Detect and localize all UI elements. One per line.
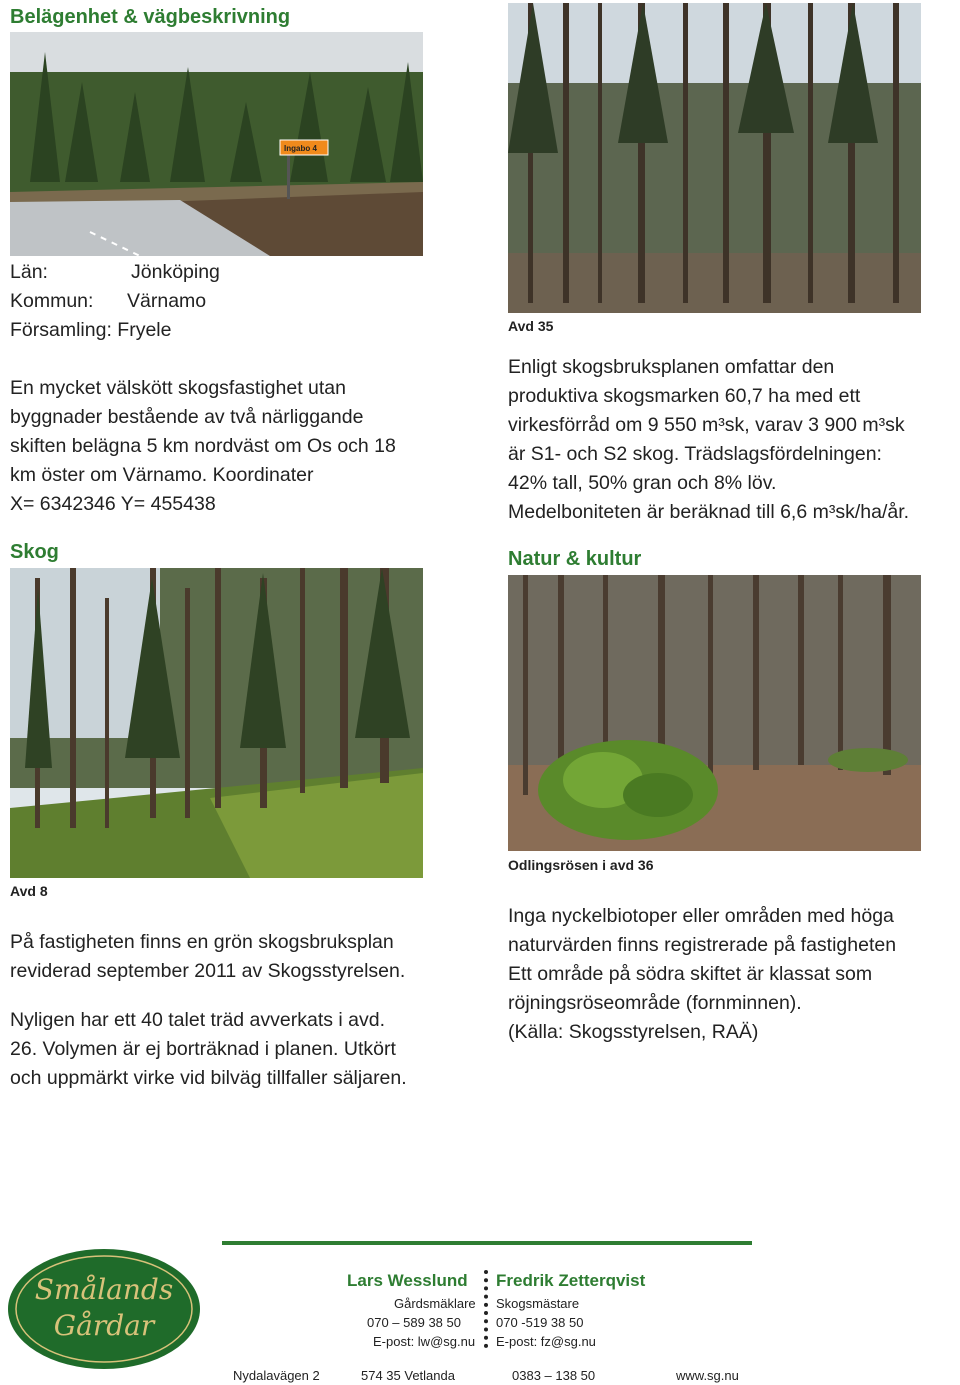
plan-line: Enligt skogsbruksplanen omfattar den — [508, 356, 835, 378]
footer-postal: 574 35 Vetlanda — [361, 1368, 455, 1383]
intro-line: En mycket välskött skogsfastighet utan — [10, 377, 346, 399]
plan-line: produktiva skogsmarken 60,7 ha med ett — [508, 385, 861, 407]
footer-website[interactable]: www.sg.nu — [676, 1368, 739, 1383]
intro-line: skiften belägna 5 km nordväst om Os och 18 — [10, 435, 396, 457]
forsamling-label: Församling: — [10, 319, 112, 341]
plan-line: 42% tall, 50% gran och 8% löv. — [508, 472, 777, 494]
agent2-block — [496, 1271, 645, 1351]
kommun-row — [10, 287, 206, 316]
smalands-gardar-logo — [6, 1247, 202, 1371]
agent1-email[interactable]: E-post: lw@sg.nu — [373, 1334, 476, 1349]
kommun-label: Kommun: — [10, 290, 94, 312]
cairn-caption: Odlingsrösen i avd 36 — [508, 857, 654, 873]
skog-paragraph-1 — [10, 928, 470, 986]
natur-line: Ett område på södra skiftet är klassat som — [508, 963, 873, 985]
lan-label: Län: — [10, 261, 48, 283]
natur-paragraph — [508, 902, 958, 1047]
plan-line: är S1- och S2 skog. Trädslagsfördelningen: — [508, 443, 882, 465]
logo-line1: Smålands — [34, 1273, 174, 1306]
forsamling-row — [10, 316, 171, 345]
agent1-block — [347, 1271, 476, 1351]
natur-line: röjningsröseområde (fornminnen). — [508, 992, 802, 1014]
footer-divider — [222, 1241, 752, 1245]
footer-phone: 0383 – 138 50 — [512, 1368, 596, 1383]
agent2-title: Skogsmästare — [496, 1296, 580, 1311]
skog-paragraph-2 — [10, 1006, 470, 1093]
agent2-name: Fredrik Zetterqvist — [496, 1271, 646, 1290]
plan-line: Medelboniteten är beräknad till 6,6 m³sk/ha/år. — [508, 501, 910, 523]
agent1-name: Lars Wesslund — [347, 1271, 468, 1290]
natur-line: (Källa: Skogsstyrelsen, RAÄ) — [508, 1021, 759, 1043]
natur-heading: Natur & kultur — [508, 548, 642, 570]
forest-photo-avd35 — [508, 3, 921, 313]
logo-line2: Gårdar — [53, 1309, 155, 1342]
stone-cairn-photo — [508, 575, 921, 851]
agent1-title: Gårdsmäklare — [394, 1296, 476, 1311]
kommun-value: Värnamo — [127, 290, 207, 312]
forestry-plan-paragraph — [508, 353, 958, 527]
plan-line: virkesförråd om 9 550 m³sk, varav 3 900 m³sk — [508, 414, 905, 436]
intro-line: X= 6342346 Y= 455438 — [10, 493, 216, 515]
skog-line: På fastigheten finns en grön skogsbruksplan — [10, 931, 394, 953]
skog-heading: Skog — [10, 541, 59, 563]
agent2-email[interactable]: E-post: fz@sg.nu — [496, 1334, 596, 1349]
avd8-caption: Avd 8 — [10, 883, 48, 899]
intro-paragraph — [10, 374, 460, 519]
skog-line: 26. Volymen är ej borträknad i planen. Utkört — [10, 1038, 396, 1060]
skog-line: reviderad september 2011 av Skogsstyrelsen. — [10, 960, 406, 982]
lan-value: Jönköping — [131, 261, 220, 283]
footer-address: Nydalavägen 2 — [233, 1368, 320, 1383]
footer-dotted-separator — [484, 1270, 492, 1348]
avd35-caption: Avd 35 — [508, 318, 554, 334]
forest-photo-avd8 — [10, 568, 423, 878]
lan-row — [10, 258, 220, 287]
road-sign-text: Ingabo 4 — [284, 144, 317, 153]
natur-line: naturvärden finns registrerade på fastigheten — [508, 934, 897, 956]
natur-line: Inga nyckelbiotoper eller områden med höga — [508, 905, 894, 927]
intro-line: byggnader bestående av två närliggande — [10, 406, 364, 428]
forsamling-value: Fryele — [117, 319, 172, 341]
intro-line: km öster om Värnamo. Koordinater — [10, 464, 314, 486]
agent1-phone: 070 – 589 38 50 — [367, 1315, 461, 1330]
road-sign-photo — [10, 32, 423, 256]
agent2-phone: 070 -519 38 50 — [496, 1315, 584, 1330]
skog-line: Nyligen har ett 40 talet träd avverkats i avd. — [10, 1009, 386, 1031]
page-title: Belägenhet & vägbeskrivning — [10, 6, 291, 28]
skog-line: och uppmärkt virke vid bilväg tillfaller säljaren. — [10, 1067, 407, 1089]
